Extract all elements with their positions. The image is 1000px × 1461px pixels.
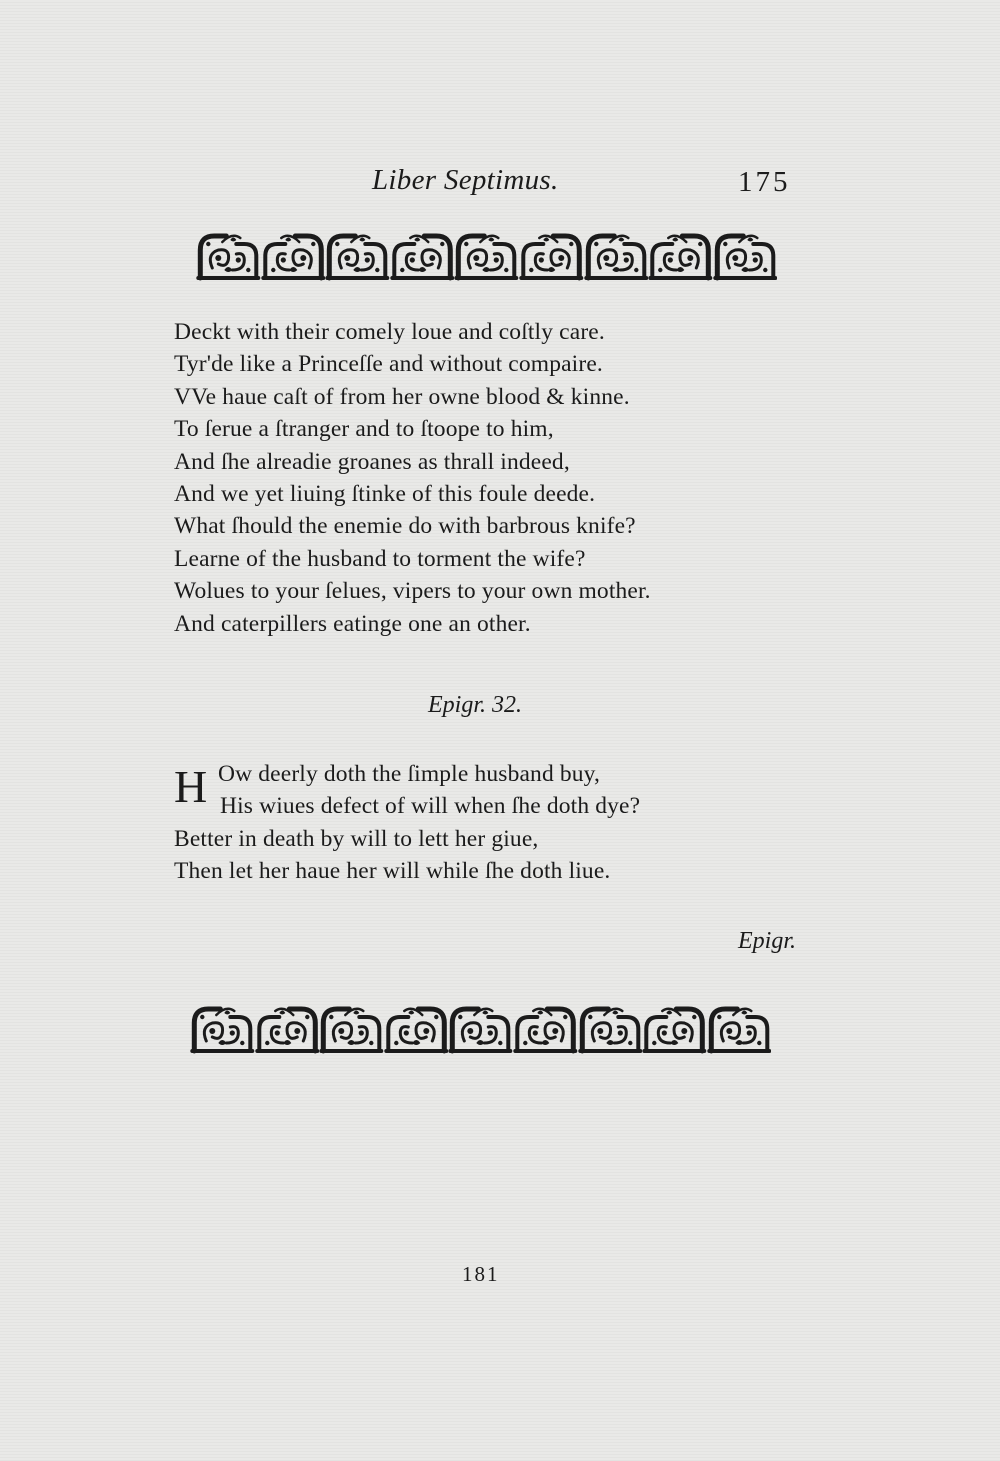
verse-block: [174, 316, 651, 640]
scroll-ornament-unit: [325, 230, 390, 282]
scroll-ornament-unit: [648, 230, 713, 282]
folio-number: 181: [462, 1262, 500, 1286]
scroll-ornament-unit: [642, 1003, 707, 1055]
scroll-ornament-unit: [319, 1003, 384, 1055]
scroll-ornament-unit: [384, 1003, 449, 1055]
scroll-ornament-unit: [448, 1003, 513, 1055]
epigram-line: Better in death by will to lett her giue,: [174, 826, 539, 852]
drop-capital: H: [174, 761, 208, 812]
verse-line: And we yet liuing ſtinke of this foule deede.: [174, 481, 596, 508]
top-scrollwork-ornament: [196, 230, 778, 282]
scroll-ornament-unit: [190, 1003, 255, 1055]
verse-line: Wolues to your ſelues, vipers to your own mother.: [174, 578, 651, 605]
verse-line: VVe haue caſt of from her owne blood & kinne.: [174, 383, 630, 410]
epigram-line: His wiues defect of will when ſhe doth dye?: [220, 793, 641, 819]
scroll-ornament-unit: [196, 230, 261, 282]
epigram-line: Then let her haue her will while ſhe doth liue.: [174, 858, 611, 884]
running-title: Liber Septimus.: [372, 164, 559, 196]
verse-line: And caterpillers eatinge one an other.: [174, 610, 531, 637]
epigram-line: Ow deerly doth the ſimple husband buy,: [218, 761, 601, 787]
epigram-heading: Epigr. 32.: [428, 692, 523, 718]
bottom-scrollwork-ornament: [190, 1003, 772, 1055]
scroll-ornament-unit: [513, 1003, 578, 1055]
scroll-ornament-unit: [578, 1003, 643, 1055]
scroll-ornament-unit: [454, 230, 519, 282]
scroll-ornament-unit: [707, 1003, 772, 1055]
verse-line: Tyr'de like a Princeſſe and without compaire.: [174, 351, 603, 378]
scroll-ornament-unit: [390, 230, 455, 282]
verse-line: What ſhould the enemie do with barbrous knife?: [174, 513, 636, 540]
verse-line: And ſhe alreadie groanes as thrall indeed,: [174, 448, 570, 475]
catchword: Epigr.: [737, 928, 796, 954]
scroll-ornament-unit: [261, 230, 326, 282]
verse-line: Learne of the husband to torment the wife?: [174, 545, 586, 572]
scroll-ornament-unit: [519, 230, 584, 282]
scroll-ornament-unit: [584, 230, 649, 282]
scroll-ornament-unit: [713, 230, 778, 282]
verse-line: Deckt with their comely loue and coſtly care.: [174, 319, 605, 345]
verse-line: To ſerue a ſtranger and to ſtoope to him,: [174, 416, 554, 443]
page-number: 175: [738, 166, 791, 198]
scroll-ornament-unit: [255, 1003, 320, 1055]
